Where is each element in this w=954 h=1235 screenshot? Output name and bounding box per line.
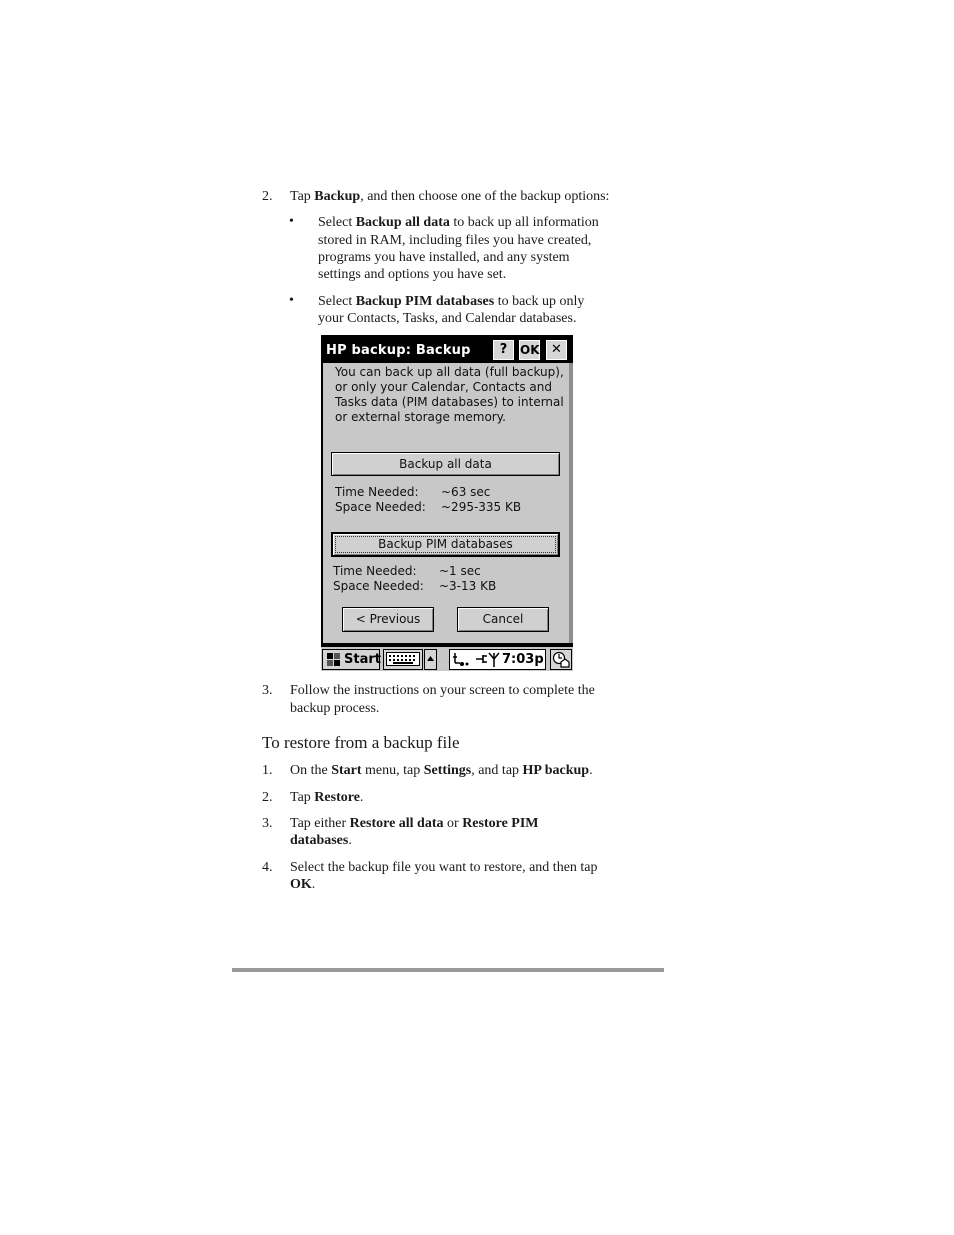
keyboard-button[interactable] xyxy=(383,649,423,670)
time-needed-value: ~1 sec xyxy=(439,564,481,578)
help-button[interactable]: ? xyxy=(493,340,514,360)
home-clock-icon xyxy=(551,650,571,669)
bullet-2-line-2: your Contacts, Tasks, and Calendar databases. xyxy=(318,311,577,326)
restore-step-4-line-1: Select the backup file you want to restore, and then tap xyxy=(290,860,598,875)
focus-outline xyxy=(335,536,556,553)
start-button[interactable] xyxy=(322,649,380,670)
bullet-1-line-4: settings and options you have set. xyxy=(318,267,507,282)
device-screenshot xyxy=(321,335,573,671)
section-heading: To restore from a backup file xyxy=(262,733,460,752)
bullet-symbol: • xyxy=(289,293,294,308)
dialog-title: HP backup: Backup xyxy=(326,343,471,358)
bullet-symbol: • xyxy=(289,214,294,229)
step-3-line-2: backup process. xyxy=(290,701,380,716)
keyboard-icon xyxy=(386,652,420,666)
space-needed-label: Space Needed: xyxy=(335,500,426,514)
footer-rule xyxy=(232,968,664,972)
close-button[interactable]: ✕ xyxy=(546,340,567,360)
restore-step-2: Tap Restore. xyxy=(290,790,364,805)
restore-step-3-line-2: databases. xyxy=(290,833,352,848)
step-2-text: Tap Backup, and then choose one of the backup options: xyxy=(290,189,610,204)
cancel-button[interactable]: Cancel xyxy=(457,607,549,632)
intro-line: Tasks data (PIM databases) to internal xyxy=(335,395,564,409)
time-needed-label: Time Needed: xyxy=(333,564,417,578)
backup-pim-databases-label: Backup PIM databases xyxy=(378,537,513,551)
connectivity-icon[interactable] xyxy=(452,651,474,668)
dialog-title-bar xyxy=(323,337,571,363)
step-number: 3. xyxy=(262,683,273,698)
intro-line: You can back up all data (full backup), xyxy=(335,365,564,379)
system-tray xyxy=(449,649,546,670)
step-number: 4. xyxy=(262,860,273,875)
intro-line: or external storage memory. xyxy=(335,410,506,424)
input-panel-arrow[interactable] xyxy=(424,649,437,670)
restore-step-1: On the Start menu, tap Settings, and tap HP backup. xyxy=(290,763,593,778)
intro-line: or only your Calendar, Contacts and xyxy=(335,380,553,394)
bullet-1-line-2: stored in RAM, including files you have created, xyxy=(318,233,592,248)
step-3-line-1: Follow the instructions on your screen to complete the xyxy=(290,683,595,698)
step-number: 3. xyxy=(262,816,273,831)
backup-pim-databases-button[interactable] xyxy=(331,532,560,557)
bullet-1-line-3: programs you have installed, and any system xyxy=(318,250,570,265)
space-needed-value: ~3-13 KB xyxy=(439,579,497,593)
desktop-button[interactable] xyxy=(550,649,572,670)
bullet-1-line-1: Select Backup all data to back up all information xyxy=(318,215,599,230)
time-needed-value: ~63 sec xyxy=(441,485,491,499)
restore-step-4-line-2: OK. xyxy=(290,877,316,892)
antenna-icon[interactable] xyxy=(488,651,500,668)
taskbar xyxy=(321,645,573,671)
start-label: Start xyxy=(344,652,381,667)
backup-all-data-button[interactable]: Backup all data xyxy=(331,452,560,476)
restore-step-3-line-1: Tap either Restore all data or Restore PIM xyxy=(290,816,539,831)
previous-button[interactable]: < Previous xyxy=(342,607,434,632)
step-number: 1. xyxy=(262,763,273,778)
bullet-2-line-1: Select Backup PIM databases to back up only xyxy=(318,294,585,309)
step-number: 2. xyxy=(262,790,273,805)
space-needed-value: ~295-335 KB xyxy=(441,500,522,514)
ok-button[interactable]: OK xyxy=(519,340,540,360)
space-needed-label: Space Needed: xyxy=(333,579,424,593)
step-number: 2. xyxy=(262,189,273,204)
dialog-body xyxy=(323,363,573,643)
clock[interactable]: 7:03p xyxy=(502,652,544,667)
time-needed-label: Time Needed: xyxy=(335,485,419,499)
windows-flag-icon xyxy=(326,652,342,667)
arrow-up-icon xyxy=(425,650,436,669)
